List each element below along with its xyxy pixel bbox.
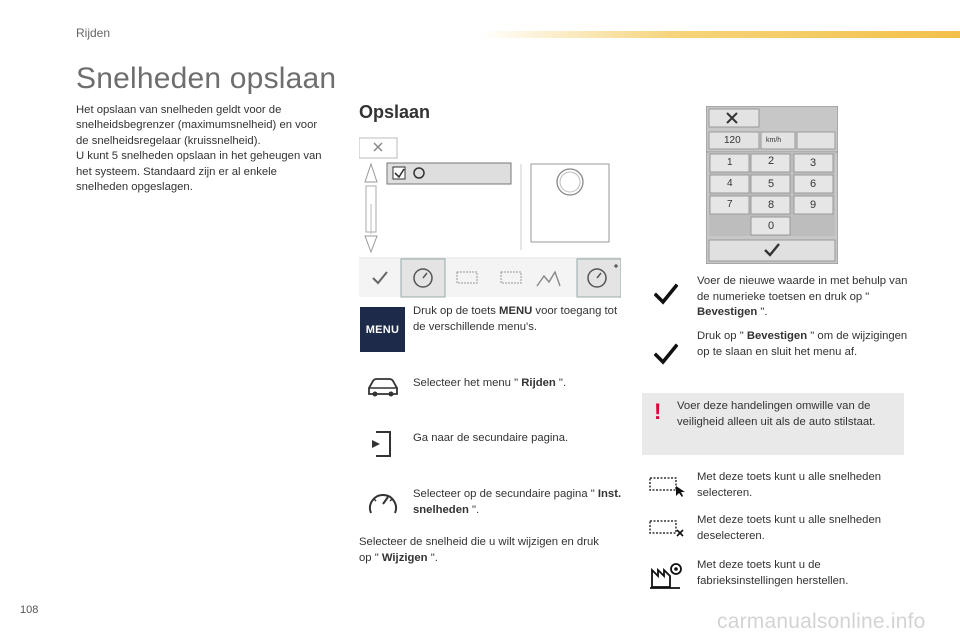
keypad-key-2: 2 [768, 155, 775, 167]
step-enter-bold: Bevestigen [697, 306, 758, 318]
keypad-illustration [706, 106, 838, 264]
page-title: Snelheden opslaan [76, 62, 337, 95]
car-icon [366, 376, 400, 398]
select-all-icon [648, 474, 686, 498]
keypad-key-7: 7 [727, 199, 733, 210]
page-number: 108 [20, 604, 39, 616]
step-secondary: Ga naar de secundaire pagina. [413, 432, 569, 444]
deselect-all-description: Met deze toets kunt u alle snelheden deselecteren. [697, 514, 882, 542]
deselect-all-icon [648, 518, 686, 538]
keypad-unit: km/h [766, 137, 782, 144]
step-confirm [697, 329, 912, 360]
section-title: Opslaan [359, 102, 431, 122]
watermark: carmanualsonline.info [717, 610, 926, 633]
step-menu-pre: Druk op de toets [413, 305, 500, 317]
keypad-key-4: 4 [727, 178, 733, 189]
step-menu [413, 304, 628, 335]
step-menu-post: voor toegang tot de verschillende menu's. [413, 305, 618, 333]
keypad-key-3: 3 [810, 157, 817, 169]
intro-paragraph-1: Het opslaan van snelheden geldt voor de snelheidsbegrenzer (maximumsnelheid) en voor de snelheidsregelaar (kruissnelheid). [76, 104, 318, 147]
factory-settings-icon [648, 560, 686, 590]
step-confirm-bold: Bevestigen [746, 330, 808, 342]
step-modify-pre: Selecteer de snelheid die u wilt wijzigen en druk op " [359, 536, 599, 564]
step-enter-pre: Voer de nieuwe waarde in met behulp van de numerieke toetsen en druk op " [697, 275, 908, 303]
step-driving-pre: Selecteer het menu " [413, 377, 522, 389]
keypad-key-1: 1 [727, 157, 733, 168]
step-confirm-pre: Druk op " [697, 330, 747, 342]
keypad-key-0: 0 [768, 220, 775, 232]
step-driving-post: ". [555, 377, 567, 389]
intro-text [76, 103, 331, 195]
menu-button-icon: MENU [360, 307, 405, 352]
keypad-key-9: 9 [810, 199, 817, 211]
step-speeds-post: ". [468, 503, 480, 516]
step-menu-bold: MENU [499, 305, 533, 317]
checkmark-icon [654, 343, 678, 365]
keypad-display-value: 120 [724, 135, 741, 146]
header-accent-bar [480, 31, 960, 38]
step-driving-bold: Rijden [521, 377, 556, 389]
step-speeds-bold: Inst. snelheden [413, 488, 622, 516]
keypad-key-6: 6 [810, 178, 817, 190]
step-speeds-pre: Selecteer op de secundaire pagina " [413, 488, 598, 500]
warning-text: Voer deze handelingen omwille van de veiligheid alleen uit als de auto stilstaat. [677, 400, 876, 428]
step-modify-bold: Wijzigen [381, 551, 428, 564]
secondary-page-icon [370, 430, 394, 458]
step-driving [413, 376, 628, 392]
speedometer-icon [366, 488, 400, 518]
factory-settings-description: Met deze toets kunt u de fabrieksinstellingen herstellen. [697, 559, 849, 587]
step-enter-post: ". [757, 306, 768, 318]
speed-list-screen-illustration [359, 134, 621, 298]
step-speeds [413, 487, 628, 518]
intro-paragraph-2: U kunt 5 snelheden opslaan in het geheugen van het systeem. Standaard zijn er al enkele snelheden opgeslagen. [76, 150, 322, 194]
step-enter-value [697, 274, 912, 321]
section-header: Rijden [76, 26, 111, 40]
step-modify [359, 535, 604, 566]
step-confirm-post: " om de wijzigingen op te slaan en sluit het menu af. [697, 330, 908, 358]
warning-box [642, 393, 904, 455]
keypad-key-8: 8 [768, 199, 775, 211]
keypad-key-5: 5 [768, 178, 775, 190]
select-all-description: Met deze toets kunt u alle snelheden selecteren. [697, 471, 882, 499]
warning-exclamation-icon: ! [654, 399, 662, 424]
checkmark-icon [654, 283, 678, 305]
step-modify-post: ". [427, 551, 438, 564]
